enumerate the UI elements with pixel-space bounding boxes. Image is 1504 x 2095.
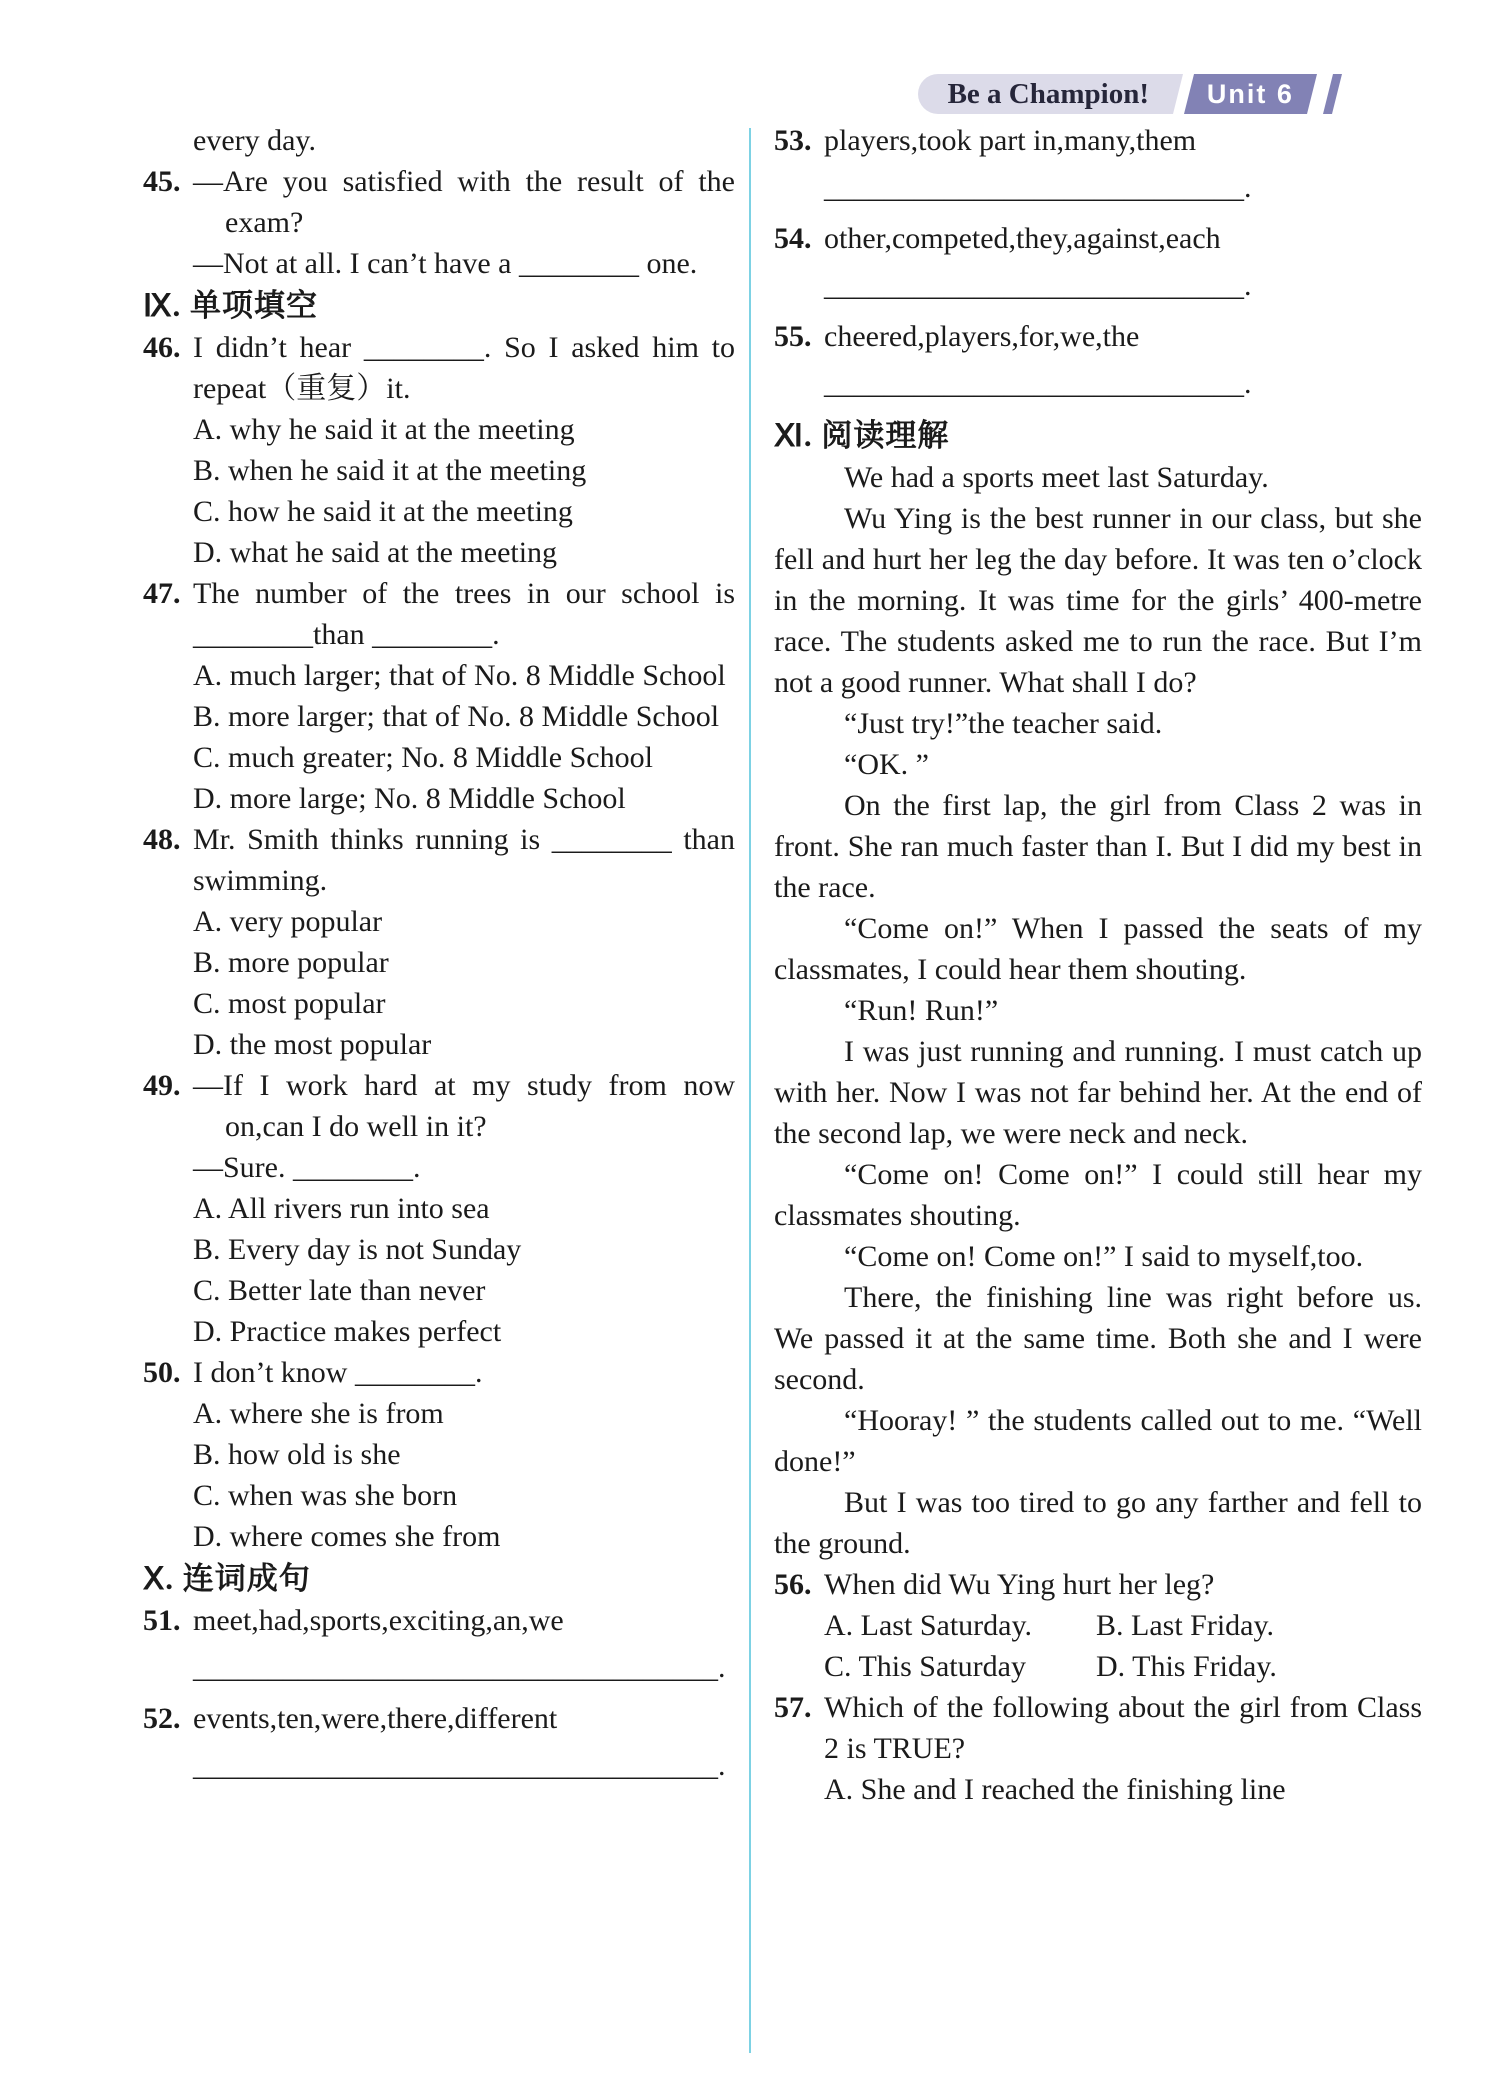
option-d: D. Practice makes perfect <box>193 1315 502 1348</box>
question-46 <box>143 327 735 573</box>
passage-paragraph: “Just try!”the teacher said. <box>844 707 1163 740</box>
option-d: D. what he said at the meeting <box>193 536 558 569</box>
dialog-line: —Not at all. I can’t have a ________ one. <box>193 247 698 280</box>
answer-blank: ___________________________________. <box>193 1651 726 1684</box>
option-d: D. This Friday. <box>1096 1650 1277 1683</box>
option-b: B. how old is she <box>193 1438 401 1471</box>
question-number: 48. <box>143 823 181 856</box>
stem-text: Which of the following about the girl from Class 2 is TRUE? <box>824 1691 1422 1765</box>
section-xi-heading: Ⅺ. 阅读理解 <box>774 418 950 453</box>
answer-blank: ____________________________. <box>824 269 1252 302</box>
option-b: B. more larger; that of No. 8 Middle School <box>193 700 720 733</box>
question-number: 56. <box>774 1568 812 1601</box>
unit-badge <box>1184 74 1317 114</box>
carryover-line: every day. <box>193 124 316 157</box>
question-stem <box>774 218 1422 259</box>
chapter-title-badge <box>918 74 1169 114</box>
left-column <box>143 120 735 1796</box>
passage-paragraph: “Come on! Come on!” I said to myself,too. <box>844 1240 1364 1273</box>
question-number: 55. <box>774 320 812 353</box>
question-47 <box>143 573 735 819</box>
passage-paragraph: “Hooray! ” the students called out to me. “Well done!” <box>774 1404 1422 1478</box>
word-list: other,competed,they,against,each <box>824 222 1221 255</box>
question-49 <box>143 1065 735 1352</box>
option-c: C. Better late than never <box>193 1274 486 1307</box>
question-55 <box>774 316 1422 404</box>
question-stem <box>774 1687 1422 1769</box>
option-row <box>774 1605 1422 1646</box>
dialog-line: —If I work hard at my study from now on,can I do well in it? <box>193 1069 735 1143</box>
question-stem <box>774 120 1422 161</box>
option-a: A. Last Saturday. <box>824 1609 1033 1642</box>
question-stem <box>143 327 735 409</box>
question-number: 50. <box>143 1356 181 1389</box>
passage-paragraph: “Run! Run!” <box>844 994 999 1027</box>
question-number: 51. <box>143 1604 181 1637</box>
word-list: players,took part in,many,them <box>824 124 1197 157</box>
option-a: A. very popular <box>193 905 383 938</box>
question-number: 53. <box>774 124 812 157</box>
question-number: 54. <box>774 222 812 255</box>
question-stem <box>143 161 735 243</box>
page-header <box>918 74 1337 114</box>
answer-blank: ___________________________________. <box>193 1749 726 1782</box>
question-stem <box>774 1564 1422 1605</box>
option-b: B. Last Friday. <box>1096 1609 1275 1642</box>
question-number: 46. <box>143 331 181 364</box>
passage-paragraph: “Come on!” When I passed the seats of my classmates, I could hear them shouting. <box>774 912 1422 986</box>
answer-blank: ____________________________. <box>824 171 1252 204</box>
passage-paragraph: I was just running and running. I must catch up with her. Now I was not far behind her. At the end of the second lap, we were neck and neck. <box>774 1035 1422 1150</box>
question-number: 49. <box>143 1069 181 1102</box>
option-a: A. where she is from <box>193 1397 444 1430</box>
option-d: D. the most popular <box>193 1028 432 1061</box>
header-accent-bar <box>1323 74 1342 114</box>
option-c: C. This Saturday <box>824 1650 1026 1683</box>
passage-paragraph: We had a sports meet last Saturday. <box>844 461 1269 494</box>
stem-text: Mr. Smith thinks running is ________ than swimming. <box>193 823 735 897</box>
word-list: events,ten,were,there,different <box>193 1702 558 1735</box>
section-x-heading: Ⅹ. 连词成句 <box>143 1561 311 1596</box>
question-52 <box>143 1698 735 1786</box>
question-number: 47. <box>143 577 181 610</box>
question-stem <box>143 1698 735 1739</box>
word-list: meet,had,sports,exciting,an,we <box>193 1604 564 1637</box>
right-column <box>774 120 1422 1810</box>
option-a: A. much larger; that of No. 8 Middle School <box>193 659 726 692</box>
passage-paragraph: “Come on! Come on!” I could still hear my classmates shouting. <box>774 1158 1422 1232</box>
question-stem <box>143 1600 735 1641</box>
question-stem <box>143 1352 735 1393</box>
option-d: D. where comes she from <box>193 1520 501 1553</box>
option-a: A. why he said it at the meeting <box>193 413 575 446</box>
question-stem <box>774 316 1422 357</box>
passage-paragraph: On the first lap, the girl from Class 2 was in front. She ran much faster than I. But I did my best in the race. <box>774 789 1422 904</box>
option-a: A. All rivers run into sea <box>193 1192 490 1225</box>
question-stem <box>143 1065 735 1147</box>
question-56 <box>774 1564 1422 1687</box>
option-c: C. much greater; No. 8 Middle School <box>193 741 653 774</box>
question-54 <box>774 218 1422 306</box>
option-a: A. She and I reached the finishing line <box>824 1773 1286 1806</box>
passage-paragraph: There, the finishing line was right before us. We passed it at the same time. Both she and I were second. <box>774 1281 1422 1396</box>
question-number: 45. <box>143 165 181 198</box>
dialog-line: —Are you satisfied with the result of the exam? <box>193 165 735 239</box>
option-d: D. more large; No. 8 Middle School <box>193 782 626 815</box>
option-b: B. more popular <box>193 946 389 979</box>
question-stem <box>143 573 735 655</box>
question-number: 57. <box>774 1691 812 1724</box>
stem-text: The number of the trees in our school is ________than ________. <box>193 577 735 651</box>
chapter-title: Be a Champion! <box>947 77 1149 110</box>
option-c: C. when was she born <box>193 1479 458 1512</box>
option-row <box>774 1646 1422 1687</box>
option-b: B. when he said it at the meeting <box>193 454 587 487</box>
word-list: cheered,players,for,we,the <box>824 320 1140 353</box>
unit-label: Unit 6 <box>1206 78 1294 109</box>
column-divider <box>749 128 751 2053</box>
question-45 <box>143 161 735 284</box>
passage-paragraph: “OK. ” <box>844 748 929 781</box>
question-51 <box>143 1600 735 1688</box>
question-48 <box>143 819 735 1065</box>
stem-text: When did Wu Ying hurt her leg? <box>824 1568 1215 1601</box>
passage-paragraph: Wu Ying is the best runner in our class, but she fell and hurt her leg the day before. It was ten o’clock in the morning. It was time for the girls’ 400-metre race. The students asked me to run the race. But I’m not a good runner. What shall I do? <box>774 502 1422 699</box>
option-c: C. how he said it at the meeting <box>193 495 573 528</box>
dialog-line: —Sure. ________. <box>193 1151 421 1184</box>
question-50 <box>143 1352 735 1557</box>
stem-text: I don’t know ________. <box>193 1356 483 1389</box>
question-57 <box>774 1687 1422 1810</box>
question-53 <box>774 120 1422 208</box>
stem-text: I didn’t hear ________. So I asked him to repeat（重复）it. <box>193 331 735 405</box>
option-c: C. most popular <box>193 987 386 1020</box>
question-stem <box>143 819 735 901</box>
passage-paragraph: But I was too tired to go any farther and fell to the ground. <box>774 1486 1422 1560</box>
question-number: 52. <box>143 1702 181 1735</box>
reading-passage <box>774 457 1422 1564</box>
answer-blank: ____________________________. <box>824 367 1252 400</box>
option-b: B. Every day is not Sunday <box>193 1233 522 1266</box>
section-ix-heading: Ⅸ. 单项填空 <box>143 288 318 323</box>
